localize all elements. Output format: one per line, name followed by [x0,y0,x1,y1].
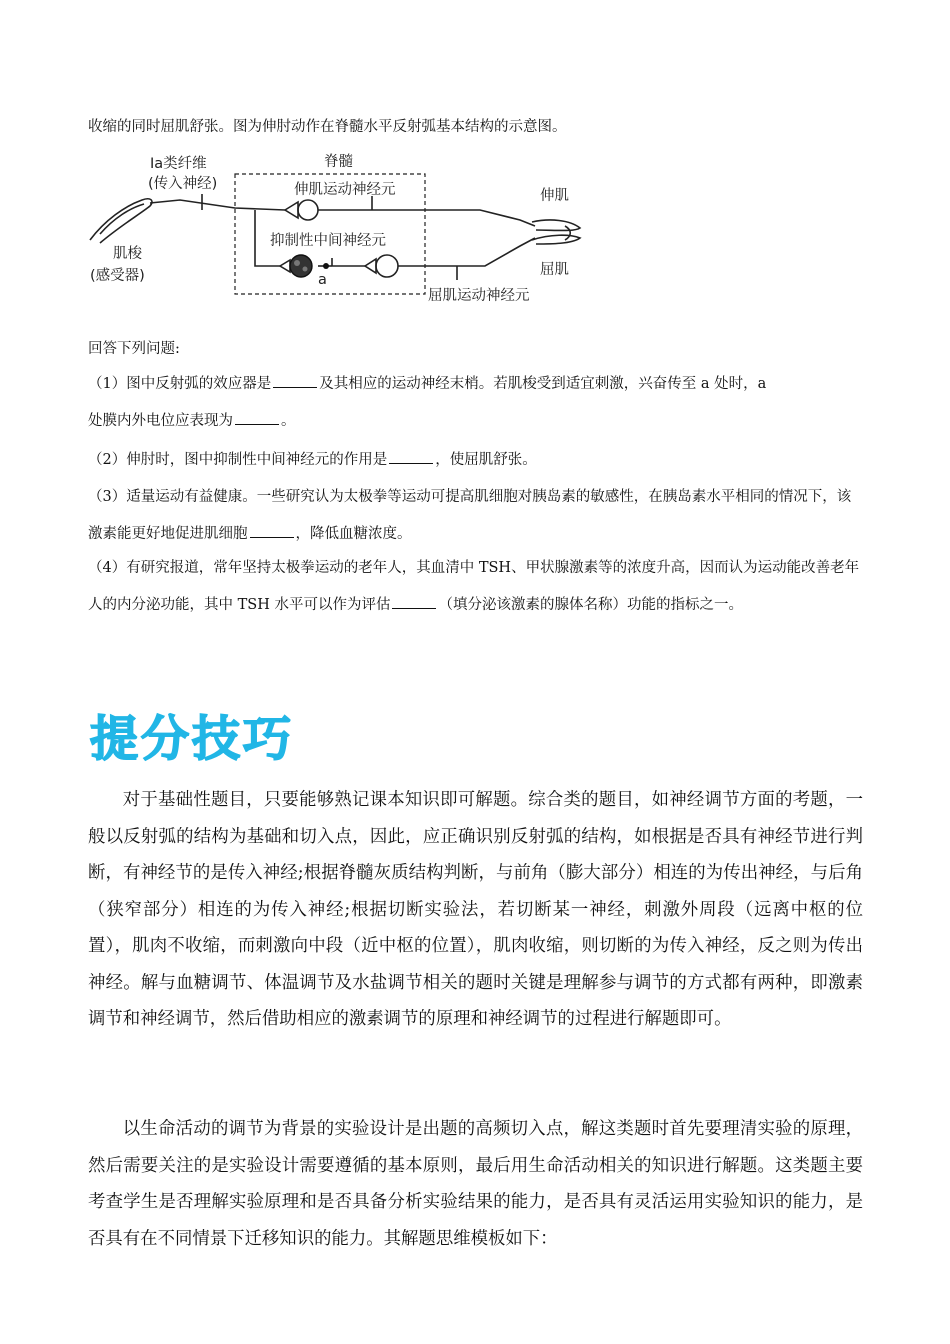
question-4: （4）有研究报道，常年坚持太极拳运动的老年人，其血清中 TSH、甲状腺激素等的浓度升高，因而认为运动能改善老年人的内分泌功能，其中 TSH 水平可以作为评估 （填分泌该激素的腺体名称）功能的指标之一。 [88,560,860,613]
label-spinal: 脊髓 [324,154,353,170]
label-afferent: (传入神经) [148,176,218,192]
paragraph-2: 以生命活动的调节为背景的实验设计是出题的高频切入点，解这类题时首先要理清实验的原理，然后需要关注的是实验设计需要遵循的基本原则，最后用生命活动相关的知识进行解题。这类题主要考查学生是否理解实验原理和是否具备分析实验结果的能力，是否具有灵活运用实验知识的能力，是否具有在不同情景下迁移知识的能力。其解题思维模板如下： [88,1119,863,1249]
label-extensor-motor: 伸肌运动神经元 [294,182,396,198]
label-fiber: Ⅰa类纤维 [150,156,207,172]
intro-line: 收缩的同时屈肌舒张。图为伸肘动作在脊髓水平反射弧基本结构的示意图。 [88,119,567,135]
label-extensor: 伸肌 [540,188,569,204]
section-heading: 提分技巧 [90,711,295,767]
flexor-motor-neuron-body [376,255,398,277]
flexor-muscle [532,235,580,244]
muscle-spindle [90,199,152,243]
answer-prompt: 回答下列问题: [88,341,180,357]
inhibitory-interneuron-body [290,255,312,277]
point-a-marker [323,263,329,269]
answer-blank[interactable] [250,523,294,538]
paragraph-1: 对于基础性题目，只要能够熟记课本知识即可解题。综合类的题目，如神经调节方面的考题，一般以反射弧的结构为基础和切入点，因此，应正确识别反射弧的结构，如根据是否具有神经节进行判断，有神经节的是传入神经;根据脊髓灰质结构判断，与前角（膨大部分）相连的为传出神经，与后角（狭窄部分）相连的为传入神经;根据切断实验法，若切断某一神经，刺激外周段（远离中枢的位置），肌肉不收缩，而刺激向中段（近中枢的位置），肌肉收缩，则切断的为传入神经，反之则为传出神经。解与血糖调节、体温调节及水盐调节相关的题时关键是理解参与调节的方式都有两种，即激素调节和神经调节，然后借助相应的激素调节的原理和神经调节的过程进行解题即可。 [88,790,863,1029]
label-inhibitory: 抑制性中间神经元 [270,233,386,249]
answer-blank[interactable] [273,373,317,388]
label-flexor-motor: 屈肌运动神经元 [428,288,530,304]
afferent-fiber [150,200,285,210]
answer-blank[interactable] [389,449,433,464]
answer-blank[interactable] [235,410,279,425]
extensor-muscle [532,220,580,231]
extensor-motor-neuron-body [298,200,318,220]
answer-blank[interactable] [392,594,436,609]
reflex-arc-diagram [80,148,600,308]
question-3: （3）适量运动有益健康。一些研究认为太极拳等运动可提高肌细胞对胰岛素的敏感性，在胰岛素水平相同的情况下，该激素能更好地促进肌细胞 ，降低血糖浓度。 [88,489,852,542]
label-point-a: a [318,272,327,288]
question-2: （2）伸肘时，图中抑制性中间神经元的作用是 ，使屈肌舒张。 [88,442,863,479]
question-1: （1）图中反射弧的效应器是 及其相应的运动神经末梢。若肌梭受到适宜刺激，兴奋传至 a 处时，a 处膜内外电位应表现为 。 [88,366,863,440]
label-flexor: 屈肌 [540,262,569,278]
label-spindle: 肌梭 [113,246,142,262]
label-receptor: (感受器) [90,268,145,284]
